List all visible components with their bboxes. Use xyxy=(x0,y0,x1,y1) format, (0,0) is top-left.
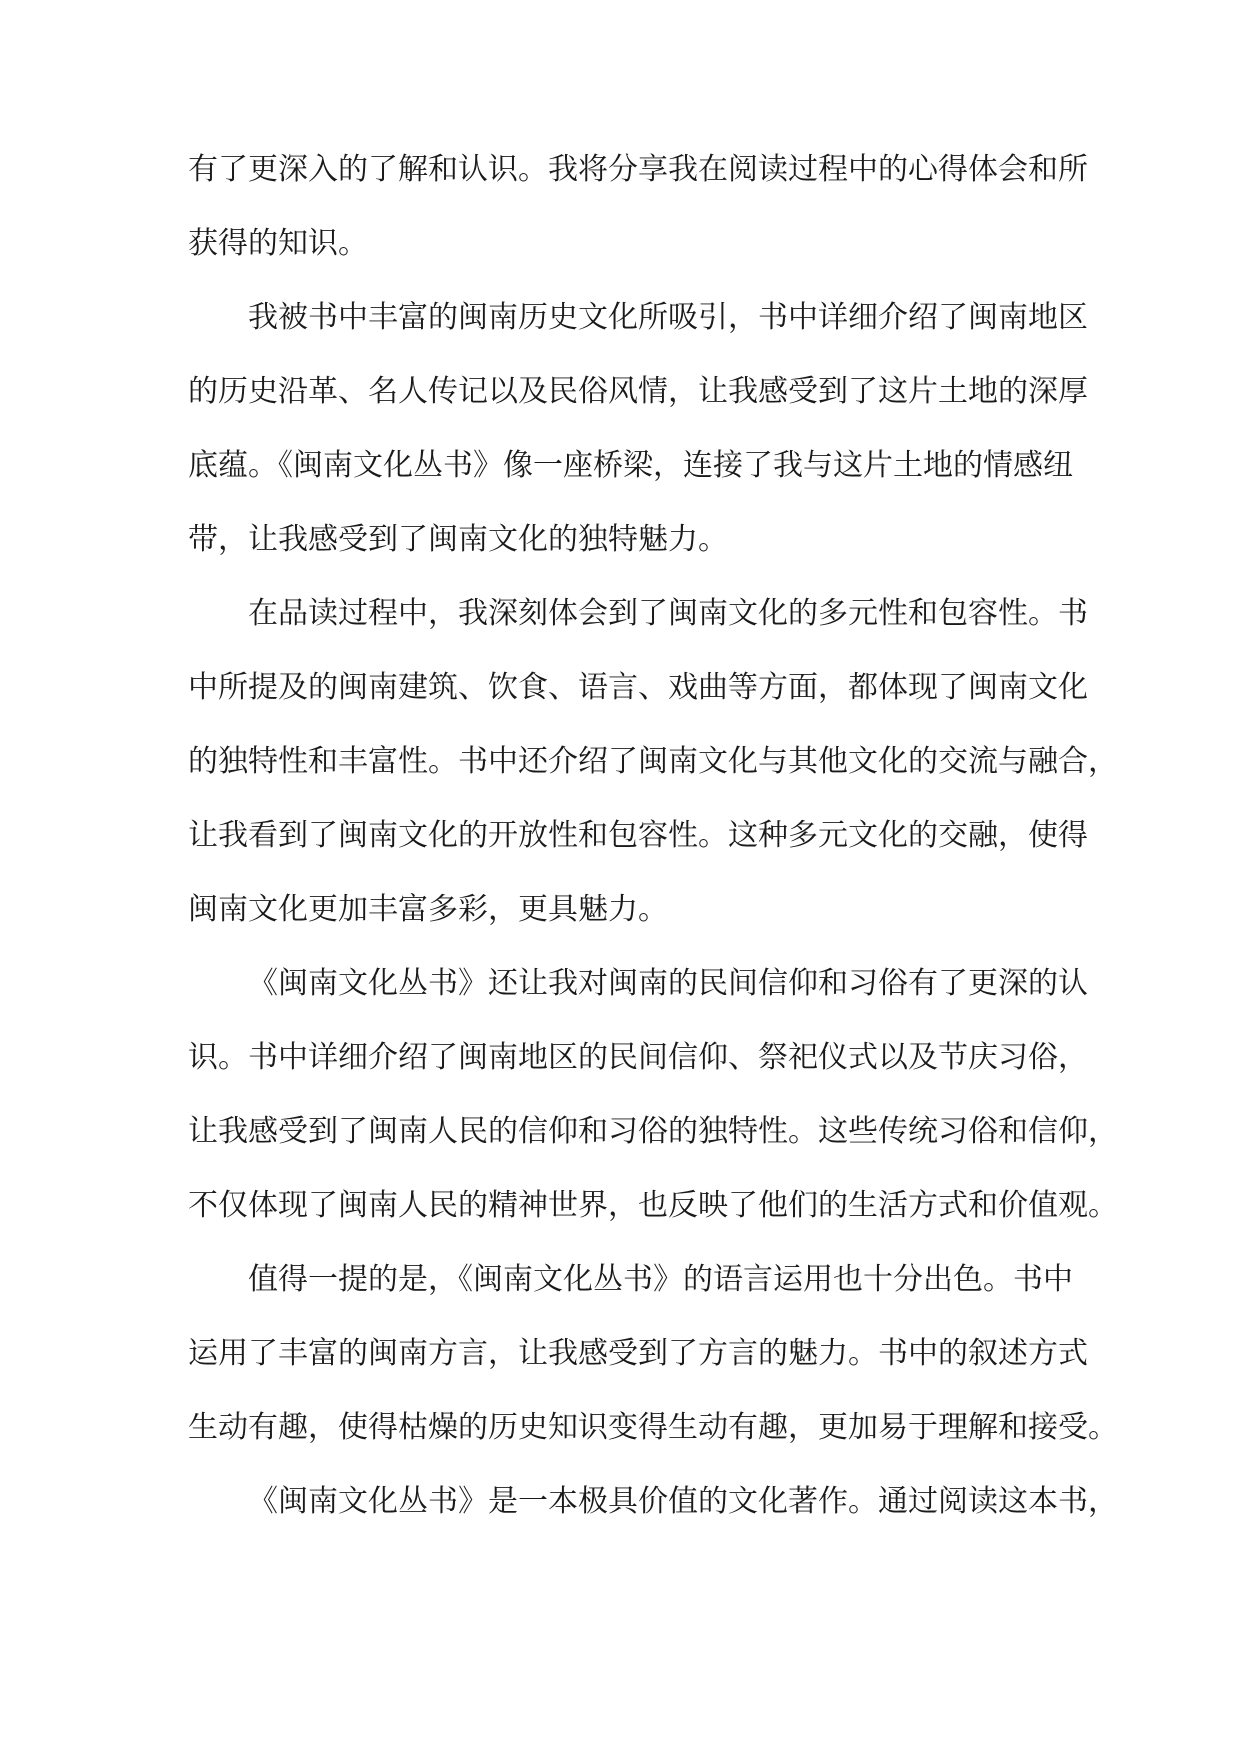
text-line: 的历史沿革、名人传记以及民俗风情，让我感受到了这片土地的深厚 xyxy=(188,374,1088,409)
text-line: 在品读过程中，我深刻体会到了闽南文化的多元性和包容性。书 xyxy=(248,596,1088,631)
text-line: 带，让我感受到了闽南文化的独特魅力。 xyxy=(188,522,728,557)
text-line: 运用了丰富的闽南方言，让我感受到了方言的魅力。书中的叙述方式 xyxy=(188,1336,1088,1371)
text-line: 有了更深入的了解和认识。我将分享我在阅读过程中的心得体会和所 xyxy=(188,152,1088,187)
text-line: 值得一提的是，《闽南文化丛书》的语言运用也十分出色。书中 xyxy=(248,1262,1073,1297)
text-line: 《闽南文化丛书》是一本极具价值的文化著作。通过阅读这本书， xyxy=(248,1484,1118,1519)
text-line: 闽南文化更加丰富多彩，更具魅力。 xyxy=(188,892,668,927)
text-line: 不仅体现了闽南人民的精神世界，也反映了他们的生活方式和价值观。 xyxy=(188,1188,1118,1223)
text-line: 底蕴。《闽南文化丛书》像一座桥梁，连接了我与这片土地的情感纽 xyxy=(188,448,1073,483)
text-line: 中所提及的闽南建筑、饮食、语言、戏曲等方面，都体现了闽南文化 xyxy=(188,670,1088,705)
text-line: 我被书中丰富的闽南历史文化所吸引，书中详细介绍了闽南地区 xyxy=(248,300,1088,335)
text-line: 识。书中详细介绍了闽南地区的民间信仰、祭祀仪式以及节庆习俗， xyxy=(188,1040,1088,1075)
text-line: 获得的知识。 xyxy=(188,226,368,261)
text-line: 让我感受到了闽南人民的信仰和习俗的独特性。这些传统习俗和信仰， xyxy=(188,1114,1118,1149)
text-line: 《闽南文化丛书》还让我对闽南的民间信仰和习俗有了更深的认 xyxy=(248,966,1088,1001)
text-line: 让我看到了闽南文化的开放性和包容性。这种多元文化的交融，使得 xyxy=(188,818,1088,853)
body-text xyxy=(188,140,1118,1546)
text-line: 的独特性和丰富性。书中还介绍了闽南文化与其他文化的交流与融合， xyxy=(188,744,1118,779)
text-line: 生动有趣，使得枯燥的历史知识变得生动有趣，更加易于理解和接受。 xyxy=(188,1410,1118,1445)
